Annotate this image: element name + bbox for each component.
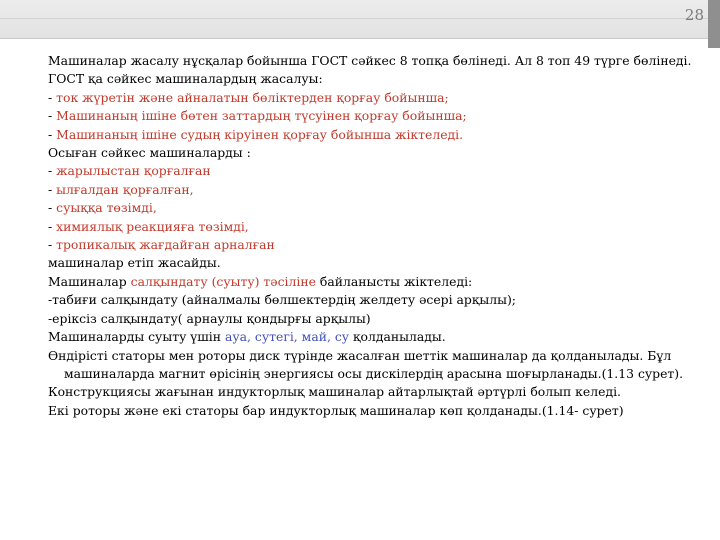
paragraph-coolants xyxy=(48,328,693,346)
list-item xyxy=(48,162,693,180)
list-item xyxy=(48,181,693,199)
cooling-tail: байланысты жіктеледі: xyxy=(315,273,473,289)
list-item-text: тропикалық жағдайған арналған xyxy=(56,237,275,253)
list-item-text: ток жүретін және айналатын бөліктерден қорғау бойынша; xyxy=(56,89,449,105)
cooling-method: салқындату (суыту) тәсіліне xyxy=(130,273,316,289)
list-dash: - xyxy=(48,163,57,179)
paragraph-gost-heading: ГОСТ қа сәйкес машиналардың жасалуы: xyxy=(48,71,323,87)
slide-body xyxy=(48,52,693,420)
list-item xyxy=(48,236,693,254)
list-item-text: Машинаның ішіне судың кіруінен қорғау бойынша жіктеледі. xyxy=(56,126,464,142)
paragraph-made-as: машиналар етіп жасайды. xyxy=(48,255,221,271)
paragraph-accordingly: Осыған сәйкес машиналарды : xyxy=(48,145,251,161)
list-dash: - xyxy=(48,108,57,124)
page-number: 28 xyxy=(684,6,704,24)
list-item-text: ылғалдан қорғалған, xyxy=(56,181,194,197)
paragraph-two-rotors: Екі роторы және екі статоры бар индукторлық машиналар көп қолданады.(1.14- сурет) xyxy=(48,402,624,418)
list-item-text: Машинаның ішіне бөтен заттардың түсуінен қорғау бойынша; xyxy=(56,108,467,124)
list-dash: - xyxy=(48,181,57,197)
list-item-text: химиялық реакцияға төзімді, xyxy=(56,218,249,234)
list-item-text: жарылыстан қорғалған xyxy=(56,163,211,179)
list-item xyxy=(48,107,693,125)
list-item xyxy=(48,126,693,144)
list-dash: - xyxy=(48,126,57,142)
list-item xyxy=(48,89,693,107)
list-item xyxy=(48,218,693,236)
list-item xyxy=(48,199,693,217)
list-item-text: суыққа төзімді, xyxy=(56,200,157,216)
list-dash: - xyxy=(48,89,57,105)
paragraph-disk-machines: Өндірісті статоры мен роторы диск түрінде жасалған шеттік машиналар да қолданылады. Бұл машиналарда магнит өрісінің энергиясы осы дискілердің арасына шоғырланады.(1.13 сурет). xyxy=(48,347,684,381)
list-dash: - xyxy=(48,200,57,216)
coolants-lead: Машиналарды суыту үшін xyxy=(48,329,225,345)
paragraph-natural-cooling: -табиғи салқындату (айналмалы бөлшектердің желдету әсері арқылы); xyxy=(48,292,516,308)
coolants-list: ауа, сутегі, май, су xyxy=(224,329,350,345)
paragraph-intro: Машиналар жасалу нұсқалар бойынша ГОСТ сәйкес 8 топқа бөлінеді. Ал 8 топ 49 түрге бөлінеді. xyxy=(48,53,692,68)
list-dash: - xyxy=(48,237,57,253)
header-divider xyxy=(0,18,720,19)
paragraph-inductor-machines: Конструкциясы жағынан индукторлық машиналар айтарлықтай әртүрлі болып келеді. xyxy=(48,384,621,400)
list-dash: - xyxy=(48,218,57,234)
coolants-tail: қолданылады. xyxy=(349,329,446,345)
cooling-lead: Машиналар xyxy=(48,273,131,289)
paragraph-cooling xyxy=(48,273,693,291)
slide-header-bar xyxy=(0,0,720,39)
paragraph-forced-cooling: -еріксіз салқындату( арнаулы қондырғы арқылы) xyxy=(48,310,371,326)
right-accent-bar xyxy=(708,0,720,48)
